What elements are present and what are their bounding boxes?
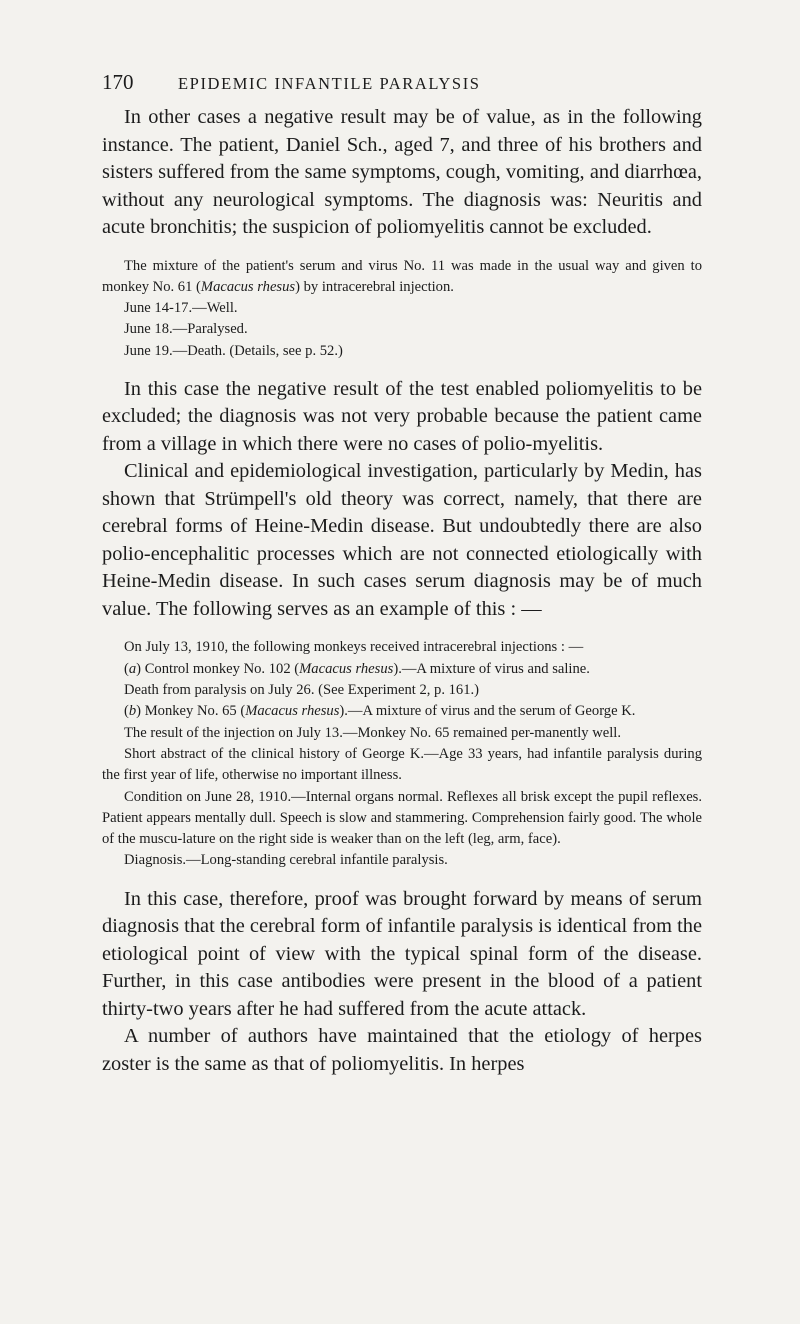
paragraph-clinical-investigation: Clinical and epidemiological investigation, particularly by Medin, has shown that Strümpell's old theory was correct, namely, that there are cerebral forms of Heine-Medin disease. But undoubtedly there are also polio-encephalitic processes which are not connected etiologically with Heine-Medin disease. In such cases serum diagnosis may be of much value. The following serves as an example of this : — <box>102 460 702 620</box>
paragraph-diagnosis: Diagnosis.—Long-standing cerebral infantile paralysis. <box>124 852 448 869</box>
book-page <box>102 70 702 1078</box>
paragraph-negative-result: In other cases a negative result may be of value, as in the following instance. The patient, Daniel Sch., aged 7, and three of his brothers and sisters suffered from the same symptoms, cough, vomiting, and diarrhœa, without any neurological symptoms. The diagnosis was: Neuritis and acute bronchitis; the suspicion of poliomyelitis cannot be excluded. <box>102 106 702 238</box>
species-name: Macacus rhesus <box>200 278 296 295</box>
paragraph-monkey-65: (b) Monkey No. 65 (Macacus rhesus).—A mixture of virus and the serum of George K. <box>124 703 636 720</box>
running-title: EPIDEMIC INFANTILE PARALYSIS <box>178 74 481 93</box>
paragraph-death: Death from paralysis on July 26. (See Experiment 2, p. 161.) <box>124 682 480 699</box>
paragraph-serum-mixture: The mixture of the patient's serum and virus No. 11 was made in the usual way and given to monkey No. 61 (Macacus rhesus) by intracerebral injection. <box>102 257 702 295</box>
page-header <box>102 70 702 104</box>
date-entry: June 18.—Paralysed. <box>124 321 248 338</box>
page-number: 170 <box>102 70 134 94</box>
paragraph-herpes-zoster: A number of authors have maintained that the etiology of herpes zoster is the same as that of poliomyelitis. In herpes <box>102 1025 702 1075</box>
paragraph-clinical-abstract: Short abstract of the clinical history of George K.—Age 33 years, had infantile paralysis during the first year of life, otherwise no important illness. <box>102 745 702 784</box>
date-entry: June 14-17.—Well. <box>124 300 238 317</box>
paragraph-test-excluded: In this case the negative result of the test enabled poliomyelitis to be excluded; the diagnosis was not very probable because the patient came from a village in which there were no cases of polio-myelitis. <box>102 377 702 455</box>
species-name: Macacus rhesus <box>245 703 340 720</box>
paragraph-condition: Condition on June 28, 1910.—Internal organs normal. Reflexes all brisk except the pupil reflexes. Patient appears mentally dull. Speech is slow and stammering. Comprehension fairly good. The whole of the muscu-lature on the right side is weaker than on the left (leg, arm, face). <box>102 788 702 848</box>
species-name: Macacus rhesus <box>299 660 394 677</box>
paragraph-injections-intro: On July 13, 1910, the following monkeys received intracerebral injections : — <box>124 639 584 656</box>
date-entry: June 19.—Death. (Details, see p. 52.) <box>124 342 343 359</box>
paragraph-injection-result: The result of the injection on July 13.—Monkey No. 65 remained per-manently well. <box>124 724 621 741</box>
paragraph-control-monkey: (a) Control monkey No. 102 (Macacus rhesus).—A mixture of virus and saline. <box>124 660 590 677</box>
paragraph-proof: In this case, therefore, proof was brought forward by means of serum diagnosis that the cerebral form of infantile paralysis is identical from the etiological point of view with the typical spinal form of the disease. Further, in this case antibodies were present in the blood of a patient thirty-two years after he had suffered from the acute attack. <box>102 887 702 1020</box>
